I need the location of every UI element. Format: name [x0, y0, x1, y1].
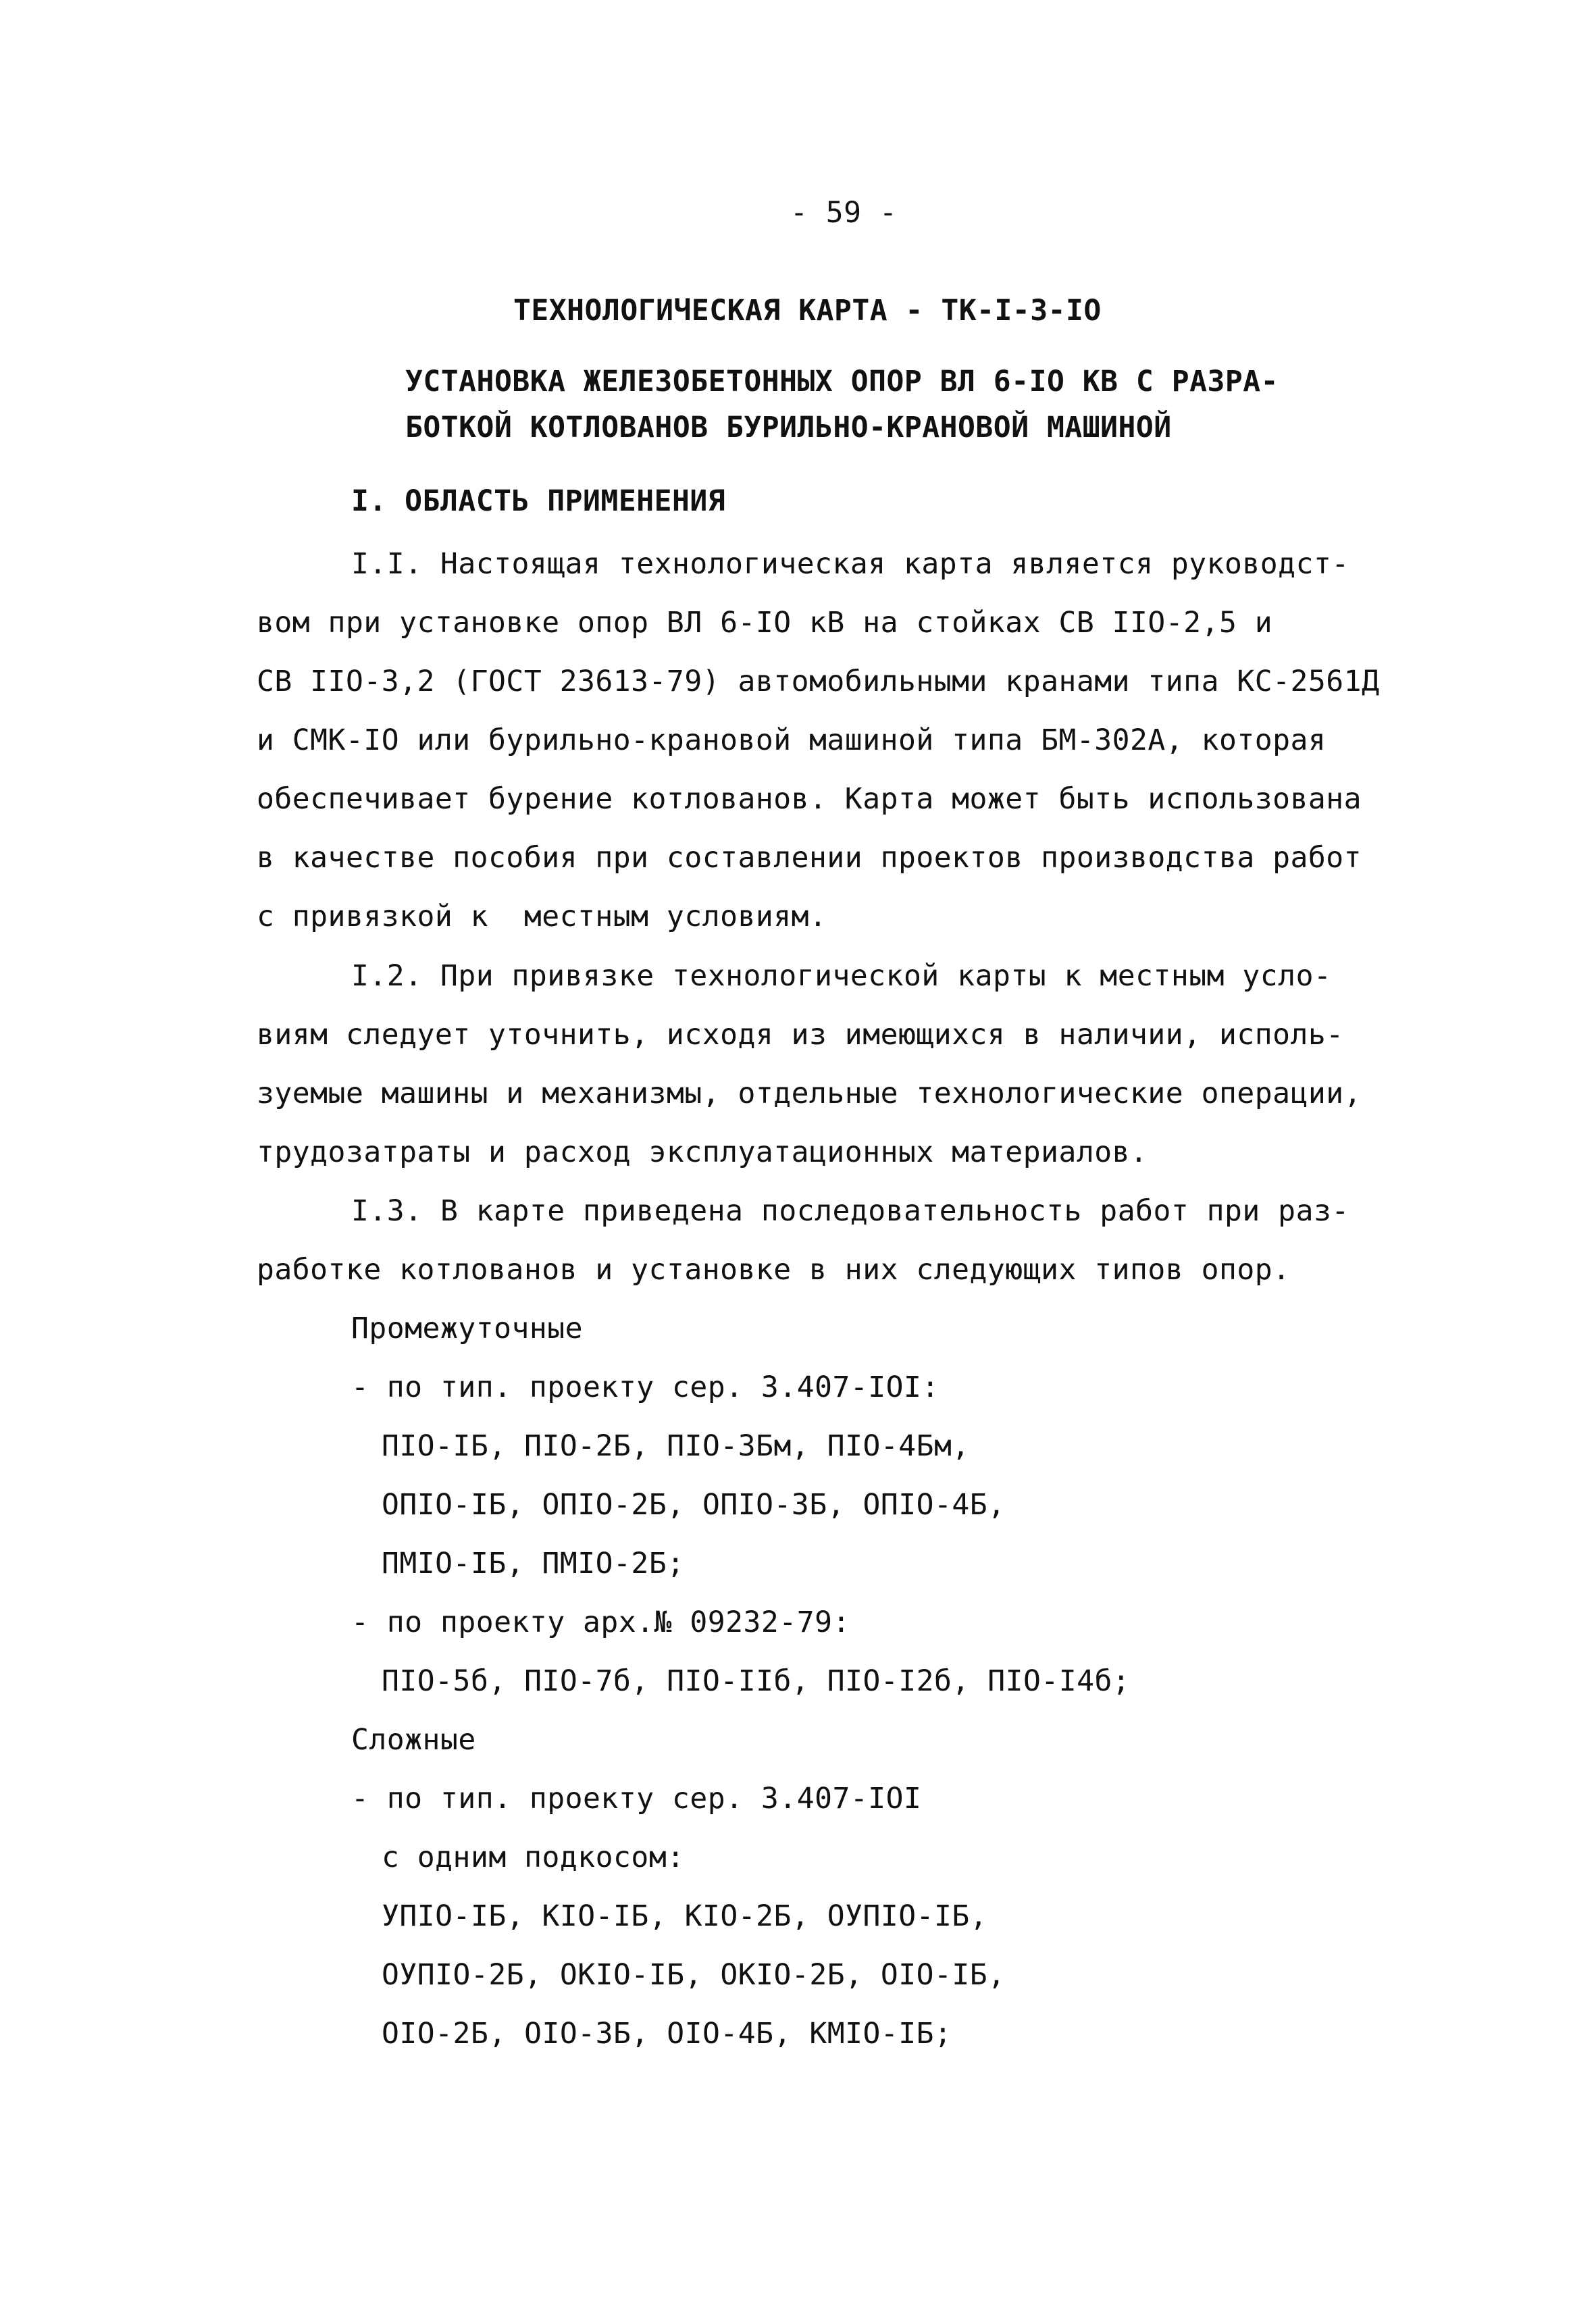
paragraph-1-3-line: работке котлованов и установке в них следующих типов опор.	[257, 1253, 1291, 1287]
paragraph-1-1-line: с привязкой к местным условиям.	[257, 900, 827, 933]
paragraph-1-2-line: зуемые машины и механизмы, отдельные технологические операции,	[257, 1077, 1362, 1110]
support-types-line: УПIO-IБ, КIO-IБ, КIO-2Б, ОУПIO-IБ,	[382, 1899, 988, 1933]
section-heading: I. ОБЛАСТЬ ПРИМЕНЕНИЯ	[351, 484, 726, 518]
list-item-head: - по проекту арх.№ 09232-79:	[351, 1605, 850, 1639]
paragraph-1-2-line: трудозатраты и расход эксплуатационных материалов.	[257, 1135, 1148, 1169]
support-types-line: ПIO-IБ, ПIO-2Б, ПIO-3Бм, ПIO-4Бм,	[382, 1429, 970, 1463]
paragraph-1-2-line: I.2. При привязке технологической карты к местным усло-	[351, 959, 1332, 993]
paragraph-1-1-line: I.I. Настоящая технологическая карта является руководст-	[351, 547, 1349, 581]
support-types-line: ОПIO-IБ, ОПIO-2Б, ОПIO-3Б, ОПIO-4Б,	[382, 1488, 1006, 1522]
page-number: - 59 -	[790, 196, 898, 230]
list-item-head: - по тип. проекту сер. 3.407-IOI	[351, 1782, 922, 1816]
support-types-line: ПМIO-IБ, ПМIO-2Б;	[382, 1547, 685, 1580]
paragraph-1-1-line: и СМК-IO или бурильно-крановой машиной типа БМ-302А, которая	[257, 723, 1327, 757]
support-types-line: OIO-2Б, OIO-3Б, OIO-4Б, КМIO-IБ;	[382, 2017, 952, 2051]
subtitle-line-1: УСТАНОВКА ЖЕЛЕЗОБЕТОННЫХ ОПОР ВЛ 6-IO КВ С РАЗРА-	[405, 365, 1279, 398]
paragraph-1-2-line: виям следует уточнить, исходя из имеющихся в наличии, исполь-	[257, 1018, 1344, 1052]
list-item-subhead: с одним подкосом:	[382, 1841, 685, 1874]
document-title: ТЕХНОЛОГИЧЕСКАЯ КАРТА - ТК-I-3-IO	[513, 294, 1102, 328]
list-item-head: - по тип. проекту сер. 3.407-IOI:	[351, 1370, 939, 1404]
paragraph-1-3-line: I.3. В карте приведена последовательность работ при раз-	[351, 1194, 1349, 1228]
support-types-line: ПIO-5б, ПIO-7б, ПIO-IIб, ПIO-I2б, ПIO-I4б;	[382, 1664, 1131, 1698]
paragraph-1-1-line: обеспечивает бурение котлованов. Карта может быть использована	[257, 782, 1362, 816]
paragraph-1-1-line: в качестве пособия при составлении проектов производства работ	[257, 841, 1362, 875]
support-types-line: ОУПIO-2Б, ОКIO-IБ, ОКIO-2Б, OIO-IБ,	[382, 1958, 1006, 1992]
paragraph-1-1-line: вом при установке опор ВЛ 6-IO кВ на стойках СВ IIO-2,5 и	[257, 606, 1273, 640]
paragraph-1-1-line: СВ IIO-3,2 (ГОСТ 23613-79) автомобильными кранами типа КС-2561Д	[257, 665, 1380, 698]
intermediate-label: Промежуточные	[351, 1312, 584, 1345]
subtitle-line-2: БОТКОЙ КОТЛОВАНОВ БУРИЛЬНО-КРАНОВОЙ МАШИНОЙ	[405, 411, 1172, 444]
complex-label: Сложные	[351, 1723, 476, 1757]
